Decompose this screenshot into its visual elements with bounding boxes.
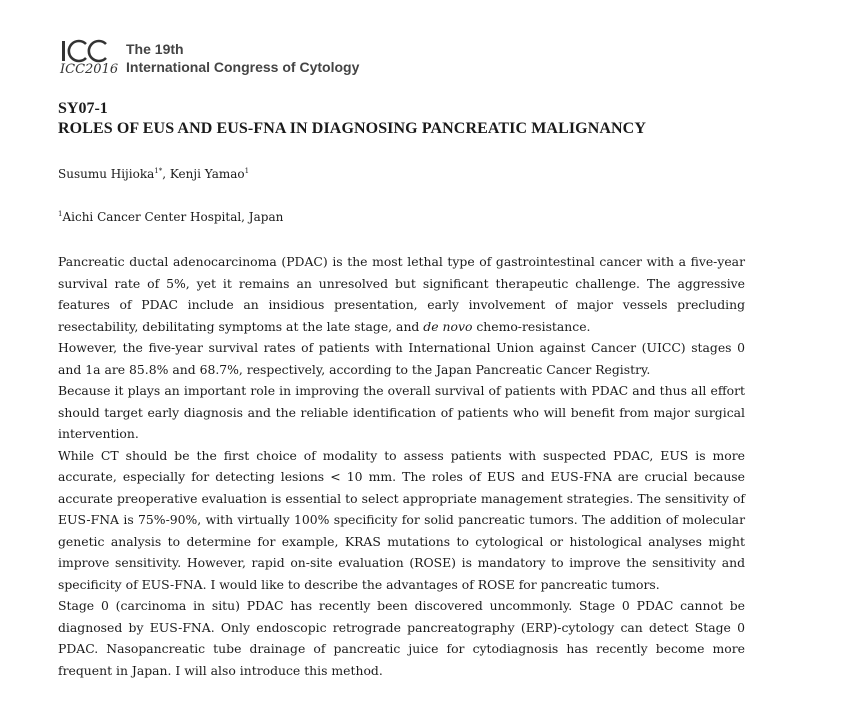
- abstract-title: ROLES OF EUS AND EUS-FNA IN DIAGNOSING PANCREATIC MALIGNANCY: [58, 120, 646, 137]
- congress-logo: [60, 38, 380, 80]
- author-separator: ,: [162, 167, 170, 181]
- abstract-paragraph: Stage 0 (carcinoma in situ) PDAC has recently been discovered uncommonly. Stage 0 PDAC cannot be diagnosed by EUS-FNA. Only endoscopic retrograde pancreatography (ERP)-cytology can detect Stage 0 PDAC. Nasopancreatic tube drainage of pancreatic juice for cytodiagnosis has recently become more frequent in Japan. I will also introduce this method.: [58, 598, 745, 678]
- author-name: Kenji Yamao: [169, 167, 245, 181]
- abstract-paragraph: While CT should be the first choice of modality to assess patients with suspected PDAC, EUS is more accurate, especially for detecting lesions < 10 mm. The roles of EUS and EUS-FNA are crucial because accurate preoperative evaluation is essential to select appropriate management strategies. The sensitivity of EUS-FNA is 75%-90%, with virtually 100% specificity for solid pancreatic tumors. The addition of molecular genetic analysis to determine for example, KRAS mutations to cytological or histological analyses might improve sensitivity. However, rapid on-site evaluation (ROSE) is mandatory to improve the sensitivity and specificity of EUS-FNA. I would like to describe the advantages of ROSE for pancreatic tumors.: [58, 447, 745, 592]
- author-name: Susumu Hijioka: [58, 167, 155, 181]
- logo-line-2: International Congress of Cytology: [126, 59, 360, 75]
- affiliation-text: Aichi Cancer Center Hospital, Japan: [62, 210, 284, 224]
- abstract-code: SY07-1: [58, 100, 108, 117]
- abstract-paragraph: However, the five-year survival rates of patients with International Union against Cancer (UICC) stages 0 and 1a are 85.8% and 68.7%, respectively, according to the Japan Pancreatic Cancer Registry.: [58, 340, 745, 377]
- author-list: [58, 167, 249, 181]
- abstract-paragraph: Because it plays an important role in improving the overall survival of patients with PDAC and thus all effort should target early diagnosis and the reliable identification of patients who will benefit from major surgical intervention.: [58, 383, 745, 441]
- logo-year-mark: ICC2016: [60, 62, 119, 77]
- affiliation: [58, 210, 283, 224]
- logo-line-1: The 19th: [126, 41, 184, 57]
- author-affiliation-mark: 1*: [154, 167, 163, 175]
- paragraph-text: chemo-resistance.: [472, 318, 591, 334]
- paragraph-text: Pancreatic ductal adenocarcinoma (PDAC) is the most lethal type of gastrointestinal cancer with a five-year survival rate of 5%, yet it remains an unresolved but significant therapeutic challenge. The aggressive features of PDAC include an insidious presentation, early involvement of major vessels precluding resectability, debilitating symptoms at the late stage, and: [58, 254, 745, 334]
- logo-text: [126, 40, 359, 76]
- abstract-paragraph: [58, 251, 745, 337]
- author-affiliation-mark: 1: [244, 167, 250, 175]
- italic-term: de novo: [423, 318, 473, 334]
- affiliation-mark: 1: [58, 210, 63, 218]
- abstract-body: [58, 251, 745, 681]
